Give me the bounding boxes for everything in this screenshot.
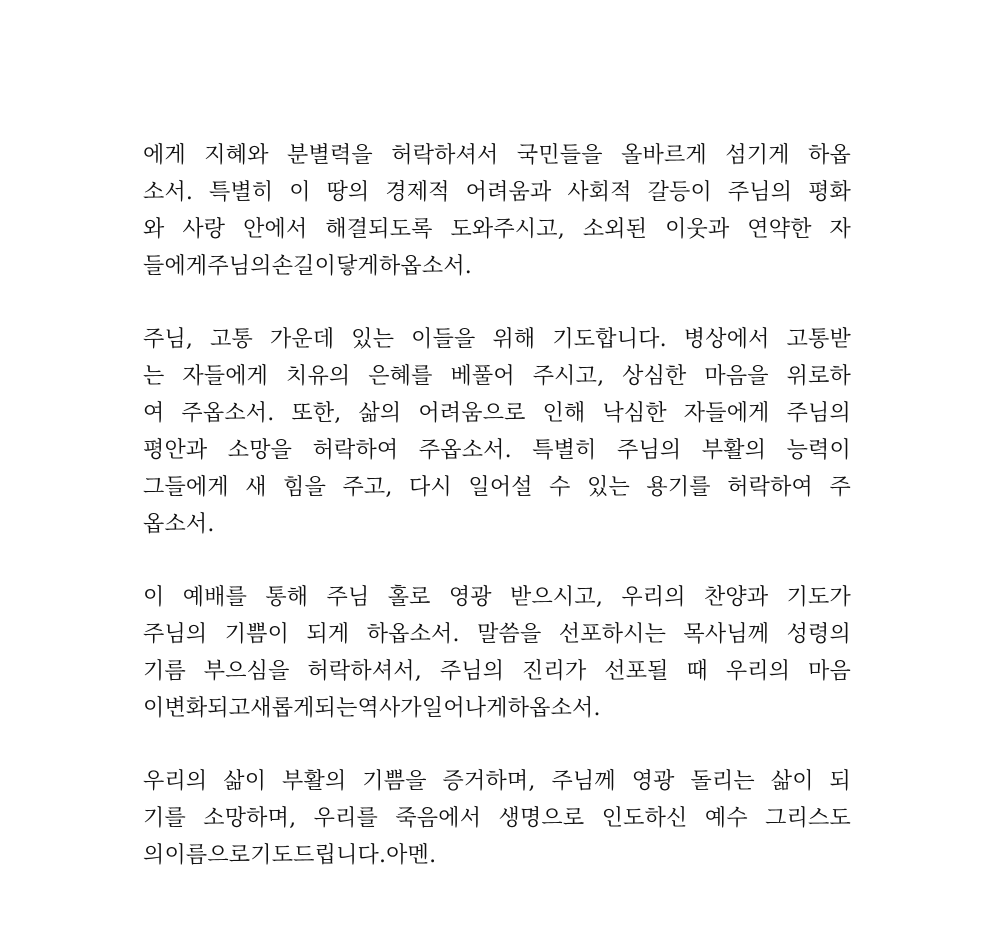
word: 선포될: [604, 659, 669, 684]
word: 힘을: [283, 475, 327, 500]
word: 새: [245, 475, 267, 500]
word: 병상에서: [683, 327, 770, 352]
word: 어려움과: [465, 180, 552, 205]
word: 안에서: [243, 217, 308, 242]
word: 허락하셔서: [391, 143, 499, 168]
word: 이름으로: [164, 843, 251, 868]
text-line: [143, 800, 851, 837]
word: 마음을: [704, 364, 769, 389]
word: 위해: [492, 327, 536, 352]
word: 주님의: [143, 622, 208, 647]
word: 주님의: [617, 438, 682, 463]
word: 이들을: [411, 327, 476, 352]
word: 그리스도: [765, 806, 851, 831]
text-line: [143, 211, 851, 248]
text-line: [143, 763, 851, 800]
word: 되는: [314, 696, 358, 721]
prayer-text-body: [143, 137, 851, 874]
word: 특별히: [209, 180, 274, 205]
word: 위로하: [786, 364, 851, 389]
text-line: [143, 395, 851, 432]
word: 때: [686, 659, 708, 684]
word: 주님의: [207, 254, 272, 279]
word: 땅의: [326, 180, 370, 205]
word: 역사가: [357, 696, 422, 721]
word: 수: [549, 475, 571, 500]
word: 예수: [704, 806, 748, 831]
word: 고통받: [786, 327, 851, 352]
word: 용기를: [646, 475, 711, 500]
word: 상심한: [622, 364, 687, 389]
word: 어려움으로: [418, 401, 526, 426]
word: 통해: [265, 585, 309, 610]
text-line: [143, 690, 851, 727]
word: 연약한: [747, 217, 812, 242]
word: 또한,: [291, 401, 342, 426]
word: 낙심한: [602, 401, 667, 426]
text-line: [143, 137, 851, 174]
word: 인해: [542, 401, 586, 426]
word: 사랑: [182, 217, 226, 242]
word: 치유의: [286, 364, 351, 389]
word: 그들에게: [143, 475, 229, 500]
word: 와: [143, 217, 165, 242]
text-line: [143, 837, 851, 874]
word: 일어설: [468, 475, 533, 500]
word: 기쁨이: [224, 622, 290, 647]
word: 선포하시는: [558, 622, 667, 647]
word: 주님: [326, 585, 370, 610]
word: 부으심을: [203, 659, 290, 684]
word: 소서.: [143, 180, 194, 205]
word: 하옵: [808, 143, 851, 168]
word: 기도가: [786, 585, 851, 610]
word: 평안과: [143, 438, 208, 463]
word: 이: [143, 585, 165, 610]
paragraph: [143, 321, 851, 543]
word: 기를: [143, 806, 186, 831]
word: 이웃과: [665, 217, 730, 242]
word: 우리의: [143, 769, 208, 794]
word: 에게: [143, 143, 186, 168]
word: 일어나게: [421, 696, 508, 721]
paragraph-spacer: [143, 727, 851, 763]
word: 받으시고,: [510, 585, 604, 610]
word: 목사님께: [683, 622, 770, 647]
word: 되: [829, 769, 851, 794]
word: 경제적: [385, 180, 450, 205]
word: 기도합니다.: [552, 327, 667, 352]
word: 소외된: [582, 217, 648, 242]
text-line: [143, 506, 851, 543]
word: 주옵소서.: [418, 438, 512, 463]
word: 자들에게: [683, 401, 770, 426]
word: 주고,: [342, 475, 393, 500]
word: 주님의: [786, 401, 851, 426]
word: 말씀을: [477, 622, 542, 647]
word: 이: [143, 696, 165, 721]
word: 아멘.: [386, 843, 437, 868]
word: 옵소서.: [143, 512, 215, 537]
word: 닿게: [336, 254, 379, 279]
word: 도와주시고,: [450, 217, 565, 242]
word: 이: [289, 180, 311, 205]
word: 우리의: [725, 659, 791, 684]
word: 다시: [409, 475, 452, 500]
word: 들에게: [143, 254, 208, 279]
word: 올바르게: [621, 143, 707, 168]
word: 영광: [448, 585, 492, 610]
word: 자: [829, 217, 851, 242]
word: 하옵소서.: [507, 696, 601, 721]
word: 손길이: [271, 254, 337, 279]
word: 특별히: [532, 438, 597, 463]
word: 허락하셔서,: [307, 659, 422, 684]
word: 허락하여: [312, 438, 399, 463]
word: 허락하여: [727, 475, 814, 500]
word: 기쁨을: [362, 769, 427, 794]
word: 예배를: [182, 585, 248, 610]
word: 있는: [587, 475, 630, 500]
word: 우리의: [621, 585, 686, 610]
word: 마음: [808, 659, 851, 684]
text-line: [143, 174, 851, 211]
word: 삶이: [770, 769, 814, 794]
word: 부활의: [701, 438, 767, 463]
word: 찬양과: [703, 585, 769, 610]
text-line: [143, 469, 851, 506]
word: 지혜와: [204, 143, 269, 168]
word: 소망을: [227, 438, 293, 463]
word: 삶의: [358, 401, 402, 426]
word: 기름: [143, 659, 186, 684]
word: 영광: [631, 769, 675, 794]
text-line: [143, 432, 851, 469]
word: 돌리는: [690, 769, 755, 794]
word: 해결되도록: [325, 217, 433, 242]
word: 베풀어: [450, 364, 515, 389]
word: 있는: [351, 327, 395, 352]
word: 새롭게: [250, 696, 315, 721]
word: 인도하신: [601, 806, 688, 831]
word: 주님의: [439, 659, 505, 684]
word: 주님께: [551, 769, 616, 794]
word: 분별력을: [287, 143, 373, 168]
word: 여: [143, 401, 165, 426]
word: 주님,: [143, 327, 194, 352]
text-line: [143, 358, 851, 395]
word: 주님의: [727, 180, 793, 205]
word: 소망하며,: [203, 806, 297, 831]
word: 자들에게: [182, 364, 269, 389]
word: 되게: [306, 622, 350, 647]
word: 주옵소서.: [181, 401, 275, 426]
word: 생명으로: [498, 806, 585, 831]
word: 주: [829, 475, 851, 500]
word: 고통: [210, 327, 253, 352]
word: 의: [143, 843, 165, 868]
word: 국민들을: [516, 143, 603, 168]
word: 갈등이: [647, 180, 712, 205]
word: 하옵소서.: [366, 622, 460, 647]
word: 죽음에서: [395, 806, 482, 831]
word: 우리를: [313, 806, 378, 831]
word: 진리가: [522, 659, 587, 684]
word: 사회적: [567, 180, 632, 205]
word: 기도드립니다.: [250, 843, 387, 868]
word: 하옵소서.: [378, 254, 472, 279]
paragraph: [143, 137, 851, 285]
word: 섬기게: [725, 143, 790, 168]
word: 성령의: [786, 622, 851, 647]
word: 는: [143, 364, 165, 389]
word: 능력이: [786, 438, 851, 463]
word: 홀로: [387, 585, 431, 610]
paragraph-spacer: [143, 285, 851, 321]
word: 삶이: [223, 769, 267, 794]
text-line: [143, 579, 851, 616]
word: 증거하며,: [442, 769, 536, 794]
text-line: [143, 616, 851, 653]
word: 부활의: [282, 769, 347, 794]
word: 평화: [808, 180, 851, 205]
word: 주시고,: [532, 364, 605, 389]
word: 은혜를: [368, 364, 433, 389]
word: 변화되고: [164, 696, 251, 721]
paragraph: [143, 763, 851, 874]
text-line: [143, 248, 851, 285]
paragraph-spacer: [143, 543, 851, 579]
word: 가운데: [269, 327, 335, 352]
text-line: [143, 321, 851, 358]
paragraph: [143, 579, 851, 727]
text-line: [143, 653, 851, 690]
